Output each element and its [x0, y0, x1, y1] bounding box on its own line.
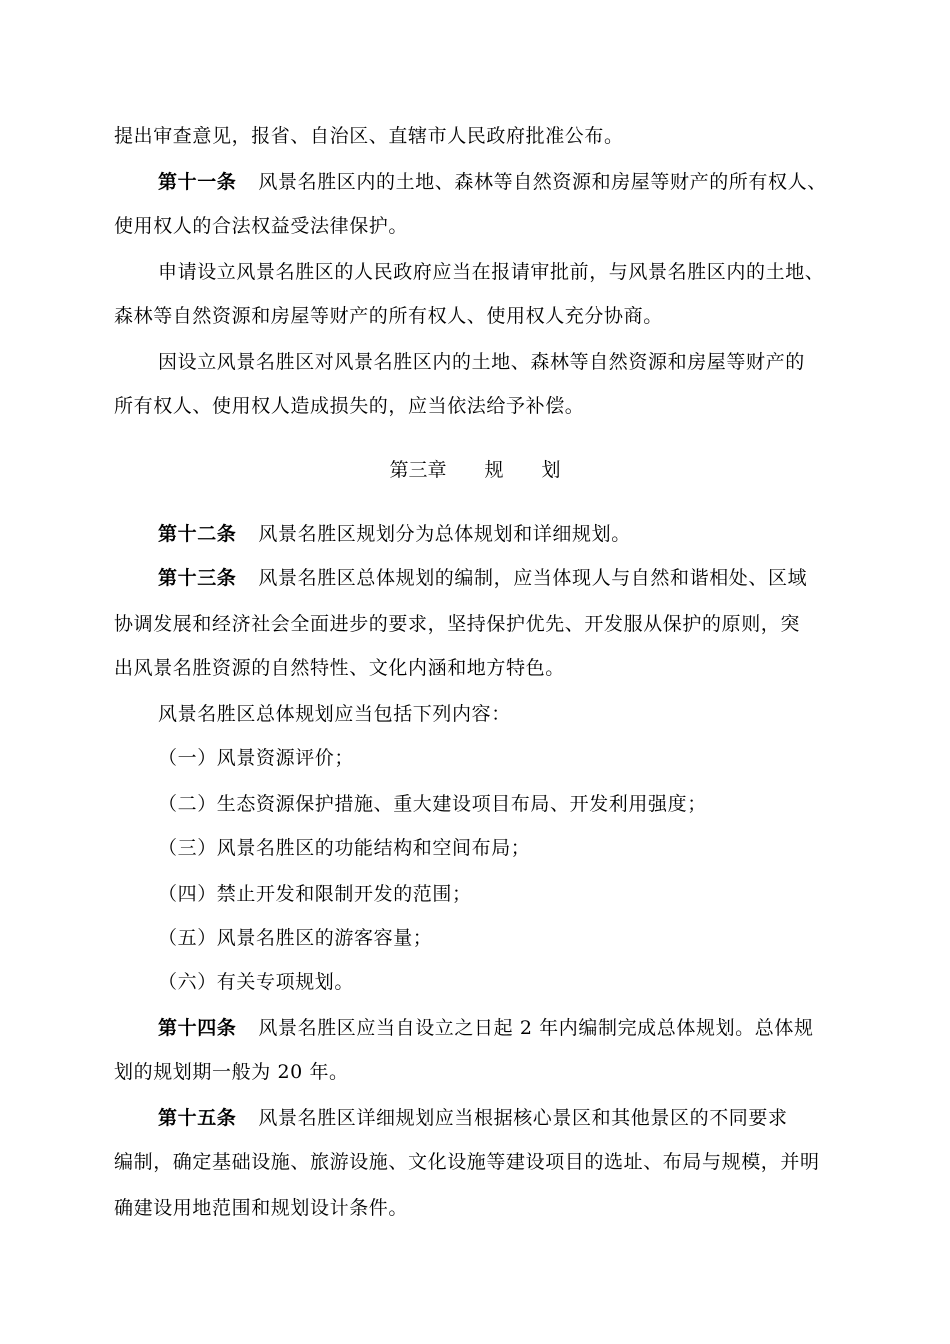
paragraph-line: [114, 1148, 874, 1176]
article-15-line: [158, 1104, 874, 1132]
paragraph-line: [158, 348, 874, 376]
line-text: （一）风景资源评价；: [158, 747, 355, 769]
list-item: [158, 834, 874, 862]
line-text: 使用权人的合法权益受法律保护。: [114, 215, 409, 237]
list-item: [158, 744, 874, 772]
list-item: [158, 968, 874, 996]
line-text: 协调发展和经济社会全面进步的要求，坚持保护优先、开发服从保护的原则，突: [114, 613, 801, 635]
paragraph-line: [114, 654, 874, 682]
line-text: 申请设立风景名胜区的人民政府应当在报请审批前，与风景名胜区内的土地、: [158, 261, 825, 283]
line-text: 风景名胜区规划分为总体规划和详细规划。: [258, 523, 631, 545]
paragraph-line: [114, 610, 874, 638]
chapter-heading: [0, 456, 950, 484]
article-number: 第十四条: [158, 1017, 237, 1039]
paragraph-line: [158, 258, 874, 286]
line-text: 划的规划期一般为 20 年。: [114, 1061, 349, 1083]
line-text: 因设立风景名胜区对风景名胜区内的土地、森林等自然资源和房屋等财产的: [158, 351, 805, 373]
article-11-line: [158, 168, 874, 196]
paragraph-line: [114, 1194, 874, 1222]
chapter-title-char: 划: [541, 459, 561, 481]
line-text: （四）禁止开发和限制开发的范围；: [158, 883, 472, 905]
line-text: （六）有关专项规划。: [158, 971, 355, 993]
line-text: 风景名胜区应当自设立之日起 2 年内编制完成总体规划。总体规: [258, 1017, 814, 1039]
line-text: （五）风景名胜区的游客容量；: [158, 927, 433, 949]
article-12-line: [158, 520, 874, 548]
line-text: 出风景名胜资源的自然特性、文化内涵和地方特色。: [114, 657, 565, 679]
line-text: 风景名胜区内的土地、森林等自然资源和房屋等财产的所有权人、: [258, 171, 827, 193]
paragraph-line: [114, 212, 874, 240]
list-item: [158, 790, 874, 818]
article-14-line: [158, 1014, 874, 1042]
line-text: （三）风景名胜区的功能结构和空间布局；: [158, 837, 531, 859]
line-text: 编制，确定基础设施、旅游设施、文化设施等建设项目的选址、布局与规模，并明: [114, 1151, 820, 1173]
list-item: [158, 880, 874, 908]
list-item: [158, 924, 874, 952]
paragraph-line: [114, 122, 874, 150]
paragraph-line: [114, 392, 874, 420]
line-text: （二）生态资源保护措施、重大建设项目布局、开发利用强度；: [158, 793, 707, 815]
paragraph-line: [114, 302, 874, 330]
line-text: 风景名胜区详细规划应当根据核心景区和其他景区的不同要求: [258, 1107, 788, 1129]
line-text: 提出审查意见，报省、自治区、直辖市人民政府批准公布。: [114, 125, 624, 147]
chapter-title-char: 规: [484, 459, 504, 481]
line-text: 所有权人、使用权人造成损失的，应当依法给予补偿。: [114, 395, 585, 417]
paragraph-line: [158, 700, 874, 728]
article-number: 第十五条: [158, 1107, 237, 1129]
line-text: 森林等自然资源和房屋等财产的所有权人、使用权人充分协商。: [114, 305, 663, 327]
article-number: 第十一条: [158, 171, 237, 193]
paragraph-line: [114, 1058, 874, 1086]
article-number: 第十二条: [158, 523, 237, 545]
article-13-line: [158, 564, 874, 592]
chapter-number: 第三章: [389, 459, 447, 481]
article-number: 第十三条: [158, 567, 237, 589]
line-text: 风景名胜区总体规划的编制，应当体现人与自然和谐相处、区域: [258, 567, 808, 589]
line-text: 风景名胜区总体规划应当包括下列内容：: [158, 703, 511, 725]
line-text: 确建设用地范围和规划设计条件。: [114, 1197, 409, 1219]
